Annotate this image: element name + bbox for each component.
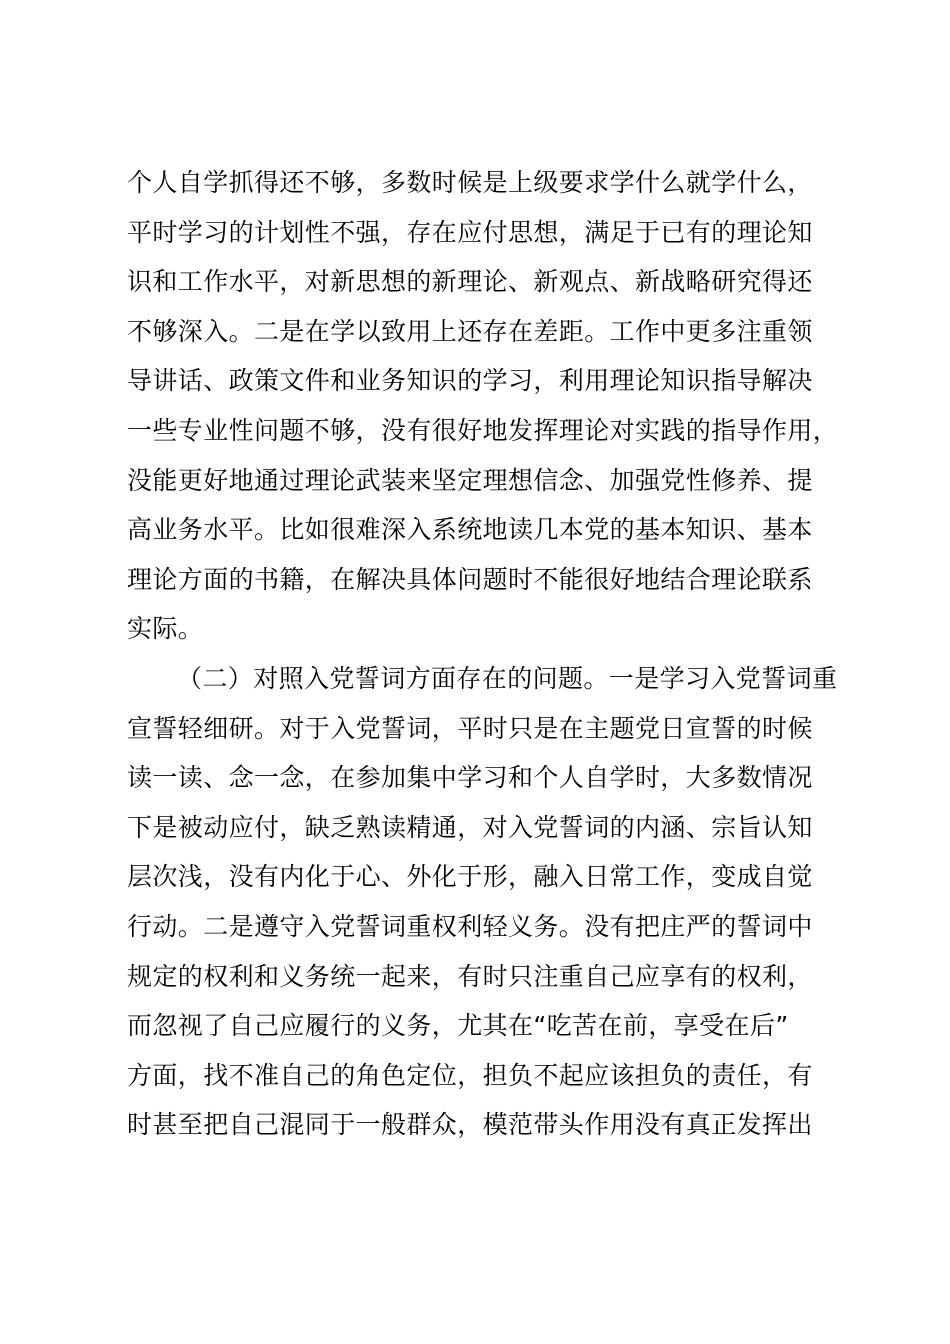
- text-line: 行动。二是遵守入党誓词重权利轻义务。没有把庄严的誓词中: [127, 911, 813, 941]
- text-line: 个人自学抓得还不够，多数时候是上级要求学什么就学什么，: [127, 168, 813, 197]
- text-line: 而忽视了自己应履行的义务，尤其在“吃苦在前，享受在后”: [127, 1011, 789, 1041]
- text-line: 高业务水平。比如很难深入系统地读几本党的基本知识、基本: [127, 515, 813, 545]
- text-line: 下是被动应付，缺乏熟读精通，对入党誓词的内涵、宗旨认知: [127, 812, 813, 842]
- text-line: 没能更好地通过理论武装来坚定理想信念、加强党性修养、提: [127, 465, 813, 495]
- text-line: 规定的权利和义务统一起来，有时只注重自己应享有的权利，: [127, 961, 813, 991]
- text-line: 时甚至把自己混同于一般群众，模范带头作用没有真正发挥出: [127, 1110, 813, 1140]
- text-line: 读一读、念一念，在参加集中学习和个人自学时，大多数情况: [127, 763, 813, 793]
- text-line: 一些专业性问题不够，没有很好地发挥理论对实践的指导作用，: [127, 415, 839, 445]
- text-line: 识和工作水平，对新思想的新理论、新观点、新战略研究得还: [127, 267, 813, 297]
- body-text: [127, 158, 837, 1150]
- text-line: 方面，找不准自己的角色定位，担负不起应该担负的责任，有: [127, 1060, 813, 1090]
- text-line: 层次浅，没有内化于心、外化于形，融入日常工作，变成自觉: [127, 862, 813, 892]
- text-line: 理论方面的书籍，在解决具体问题时不能很好地结合理论联系: [127, 564, 813, 594]
- section-heading-line: （二）对照入党誓词方面存在的问题。一是学习入党誓词重: [177, 663, 838, 693]
- text-line: 宣誓轻细研。对于入党誓词，平时只是在主题党日宣誓的时候: [127, 713, 813, 743]
- text-line: 不够深入。二是在学以致用上还存在差距。工作中更多注重领: [127, 316, 813, 346]
- text-line: 导讲话、政策文件和业务知识的学习，利用理论知识指导解决: [127, 366, 813, 396]
- text-line: 实际。: [127, 614, 204, 644]
- text-line: 平时学习的计划性不强，存在应付思想，满足于已有的理论知: [127, 217, 813, 247]
